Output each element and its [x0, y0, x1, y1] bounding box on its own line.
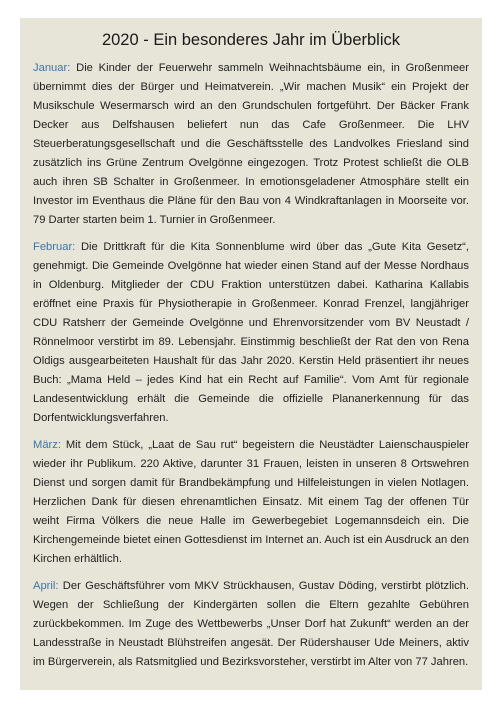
month-label-april: April:: [33, 580, 59, 592]
month-label-february: Februar:: [33, 241, 76, 253]
section-text-march: Mit dem Stück, „Laat de Sau rut“ begeistern die Neustädter Laienschauspieler wieder ihr Publikum. 220 Aktive, darunter 31 Frauen, leisten in unseren 8 Ortswehren Dienst und sorgen damit für Brandbekämpfung und Hilfeleistungen in vielen Notlagen. Herzlichen Dank für diesen ehrenamtlichen Einsatz. Mit einem Tag der offenen Tür weiht Firma Völkers die neue Halle im Gewerbegebiet Logemannsdeich ein. Die Kirchengemeinde bietet einen Gottesdienst im Internet an. Auch ist ein Ausdruck an den Kirchen erhältlich.: [33, 439, 470, 565]
month-label-march: März:: [33, 439, 61, 451]
section-text-april: Der Geschäftsführer vom MKV Strückhausen, Gustav Döding, verstirbt plötzlich. Wegen der Schließung der Kindergärten sollen die Eltern gezahlte Gebühren zurückbekommen. Im Zuge des Wettbewerbs „Unser Dorf hat Zukunft“ werden an der Landesstraße in Neustadt Blühstreifen angesät. Der Rüdershauser Ude Meiners, aktiv im Bürgerverein, als Ratsmitglied und Bezirksvorsteher, verstirbt im Alter von 77 Jahren.: [33, 580, 469, 668]
section-text-february: Die Drittkraft für die Kita Sonnenblume wird über das „Gute Kita Gesetz“, genehmigt. Die Gemeinde Ovelgönne hat wieder einen Stand auf der Messe Nordhaus in Oldenburg. Mitglieder der CDU Fraktion unterstützen dabei. Katharina Kallabis eröffnet eine Praxis für Physiotherapie in Großenmeer. Konrad Frenzel, langjähriger CDU Ratsherr der Gemeinde Ovelgönne und Ehrenvorsitzender vom BV Neustadt / Rönnelmoor verstirbt im 89. Lebensjahr. Einstimmig beschließt der Rat den von Rena Oldigs ausgearbeiteten Haushalt für das Jahr 2020. Kerstin Held präsentiert ihr neues Buch: „Mama Held – jedes Kind hat ein Recht auf Familie“. Vom Amt für regionale Landesentwicklung erhält die Gemeinde die offizielle Plananerkennung für das Dorfentwicklungsverfahren.: [33, 241, 470, 424]
year-review-panel: [20, 18, 482, 690]
section-april: [33, 577, 469, 672]
section-january: [33, 59, 469, 230]
section-february: [33, 238, 469, 428]
page-title: 2020 - Ein besonderes Jahr im Überblick: [101, 31, 401, 49]
month-label-january: Januar:: [33, 62, 71, 74]
section-march: [33, 436, 469, 569]
section-text-january: Die Kinder der Feuerwehr sammeln Weihnachtsbäume ein, in Großenmeer übernimmt dies der Bürger und Heimatverein. „Wir machen Musik“ ein Projekt der Musikschule Wesermarsch wird an den Grundschulen fortgeführt. Der Bäcker Frank Decker aus Delfshausen beliefert nun das Cafe Großenmeer. Die LHV Steuerberatungsgesellschaft und die Geschäftsstelle des Landvolkes Friesland sind zusätzlich ins Grüne Zentrum Ovelgönne eingezogen. Trotz Protest schließt die OLB auch ihren SB Schalter in Großenmeer. In emotionsgeladener Atmosphäre stellt ein Investor im Eventhaus die Pläne für den Bau von 4 Windkraftanlagen in Moorseite vor. 79 Darter starten beim 1. Turnier in Großenmeer.: [33, 62, 470, 226]
